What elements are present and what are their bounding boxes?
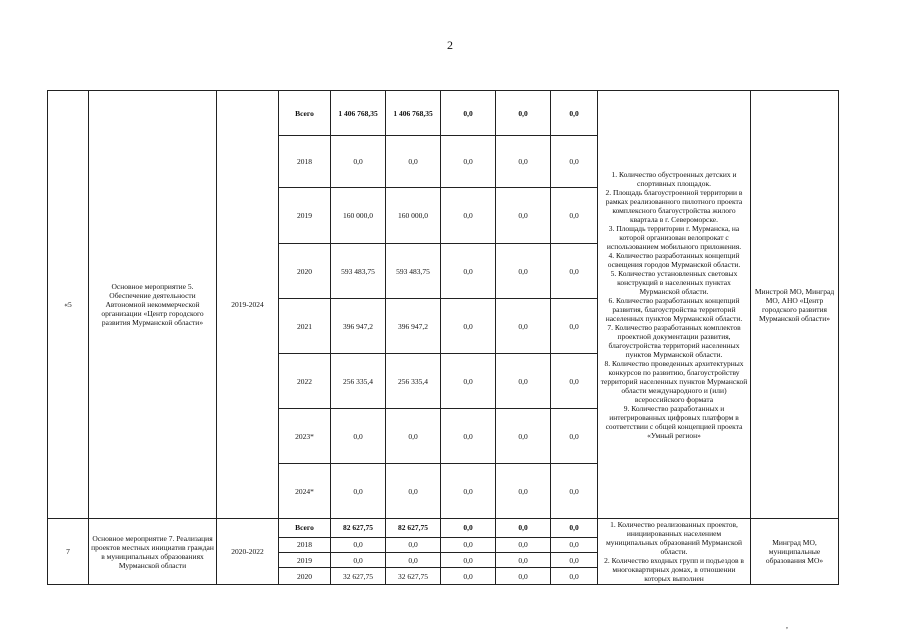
- year-cell: Всего: [279, 519, 331, 538]
- executor-cell: Минстрой МО, Минград МО, АНО «Центр городского развития Мурманской области»: [751, 91, 839, 519]
- regional-budget-value: 160 000,0: [386, 188, 441, 244]
- extra-budget-value: 0,0: [551, 519, 598, 538]
- regional-budget-value: 82 627,75: [386, 519, 441, 538]
- extra-budget-value: 0,0: [551, 568, 598, 585]
- activity-name: Основное мероприятие 7. Реализация проектов местных инициатив граждан в муниципальных образованиях Мурманской области: [89, 519, 217, 585]
- activity-period: 2020-2022: [217, 519, 279, 585]
- extra-budget-value: 0,0: [551, 553, 598, 568]
- total-value: 160 000,0: [331, 188, 386, 244]
- page-edge-mark: ,: [786, 621, 788, 630]
- year-cell: Всего: [279, 91, 331, 136]
- year-cell: 2020: [279, 244, 331, 299]
- extra-budget-value: 0,0: [551, 299, 598, 354]
- table-row: [48, 519, 839, 538]
- target-indicators: 1. Количество реализованных проектов, инициированных населением муниципальных образований Мурманской области. 2. Количество входных групп и подъездов в многоквартирных домах, в отношении которых выполнен: [598, 519, 751, 585]
- executor-cell: Минград МО, муниципальные образования МО»: [751, 519, 839, 585]
- municipal-budget-value: 0,0: [496, 91, 551, 136]
- extra-budget-value: 0,0: [551, 136, 598, 188]
- page-number: 2: [447, 38, 453, 52]
- municipal-budget-value: 0,0: [496, 464, 551, 519]
- year-cell: 2024*: [279, 464, 331, 519]
- total-value: 0,0: [331, 409, 386, 464]
- total-value: 0,0: [331, 464, 386, 519]
- municipal-budget-value: 0,0: [496, 519, 551, 538]
- federal-budget-value: 0,0: [441, 568, 496, 585]
- municipal-budget-value: 0,0: [496, 244, 551, 299]
- federal-budget-value: 0,0: [441, 464, 496, 519]
- extra-budget-value: 0,0: [551, 537, 598, 552]
- year-cell: 2021: [279, 299, 331, 354]
- municipal-budget-value: 0,0: [496, 188, 551, 244]
- total-value: 82 627,75: [331, 519, 386, 538]
- regional-budget-value: 593 483,75: [386, 244, 441, 299]
- year-cell: 2018: [279, 537, 331, 552]
- regional-budget-value: 396 947,2: [386, 299, 441, 354]
- total-value: 0,0: [331, 136, 386, 188]
- regional-budget-value: 1 406 768,35: [386, 91, 441, 136]
- federal-budget-value: 0,0: [441, 188, 496, 244]
- regional-budget-value: 0,0: [386, 136, 441, 188]
- activity-period: 2019-2024: [217, 91, 279, 519]
- federal-budget-value: 0,0: [441, 354, 496, 409]
- federal-budget-value: 0,0: [441, 299, 496, 354]
- federal-budget-value: 0,0: [441, 244, 496, 299]
- year-cell: 2019: [279, 553, 331, 568]
- year-cell: 2020: [279, 568, 331, 585]
- extra-budget-value: 0,0: [551, 409, 598, 464]
- extra-budget-value: 0,0: [551, 91, 598, 136]
- federal-budget-value: 0,0: [441, 136, 496, 188]
- federal-budget-value: 0,0: [441, 553, 496, 568]
- regional-budget-value: 32 627,75: [386, 568, 441, 585]
- year-cell: 2018: [279, 136, 331, 188]
- municipal-budget-value: 0,0: [496, 568, 551, 585]
- municipal-budget-value: 0,0: [496, 537, 551, 552]
- total-value: 0,0: [331, 537, 386, 552]
- regional-budget-value: 0,0: [386, 409, 441, 464]
- federal-budget-value: 0,0: [441, 409, 496, 464]
- total-value: 256 335,4: [331, 354, 386, 409]
- regional-budget-value: 0,0: [386, 553, 441, 568]
- regional-budget-value: 256 335,4: [386, 354, 441, 409]
- total-value: 0,0: [331, 553, 386, 568]
- program-table: [47, 90, 839, 585]
- activity-name: Основное мероприятие 5. Обеспечение деятельности Автономной некоммерческой организации «Центр городского развития Мурманской области»: [89, 91, 217, 519]
- total-value: 396 947,2: [331, 299, 386, 354]
- regional-budget-value: 0,0: [386, 537, 441, 552]
- year-cell: 2022: [279, 354, 331, 409]
- federal-budget-value: 0,0: [441, 537, 496, 552]
- federal-budget-value: 0,0: [441, 91, 496, 136]
- total-value: 1 406 768,35: [331, 91, 386, 136]
- row-number: «5: [48, 91, 89, 519]
- extra-budget-value: 0,0: [551, 354, 598, 409]
- municipal-budget-value: 0,0: [496, 136, 551, 188]
- federal-budget-value: 0,0: [441, 519, 496, 538]
- extra-budget-value: 0,0: [551, 188, 598, 244]
- municipal-budget-value: 0,0: [496, 299, 551, 354]
- total-value: 593 483,75: [331, 244, 386, 299]
- target-indicators: 1. Количество обустроенных детских и спортивных площадок. 2. Площадь благоустроенной территории в рамках реализованного пилотного проекта комплексного благоустройства жилого квартала в г. Североморске. 3. Площадь территории г. Мурманска, на которой организован велопрокат с использованием мобильного приложения. 4. Количество разработанных концепций освещения городов Мурманской области. 5. Количество установленных световых конструкций в населенных пунктах Мурманской области. 6. Количество разработанных концепций развития, благоустройства территорий населенных пунктов Мурманской области. 7. Количество разработанных комплектов проектной документации развития, благоустройства территорий населенных пунктов Мурманской области. 8. Количество проведенных архитектурных конкурсов по развитию, благоустройству территорий населенных пунктов Мурманской области международного и (или) всероссийского формата 9. Количество разработанных и интегрированных цифровых платформ в соответствии с общей концепцией проекта «Умный регион»: [598, 91, 751, 519]
- municipal-budget-value: 0,0: [496, 354, 551, 409]
- extra-budget-value: 0,0: [551, 244, 598, 299]
- year-cell: 2019: [279, 188, 331, 244]
- municipal-budget-value: 0,0: [496, 409, 551, 464]
- row-number: 7: [48, 519, 89, 585]
- regional-budget-value: 0,0: [386, 464, 441, 519]
- municipal-budget-value: 0,0: [496, 553, 551, 568]
- table-row: [48, 91, 839, 136]
- extra-budget-value: 0,0: [551, 464, 598, 519]
- year-cell: 2023*: [279, 409, 331, 464]
- total-value: 32 627,75: [331, 568, 386, 585]
